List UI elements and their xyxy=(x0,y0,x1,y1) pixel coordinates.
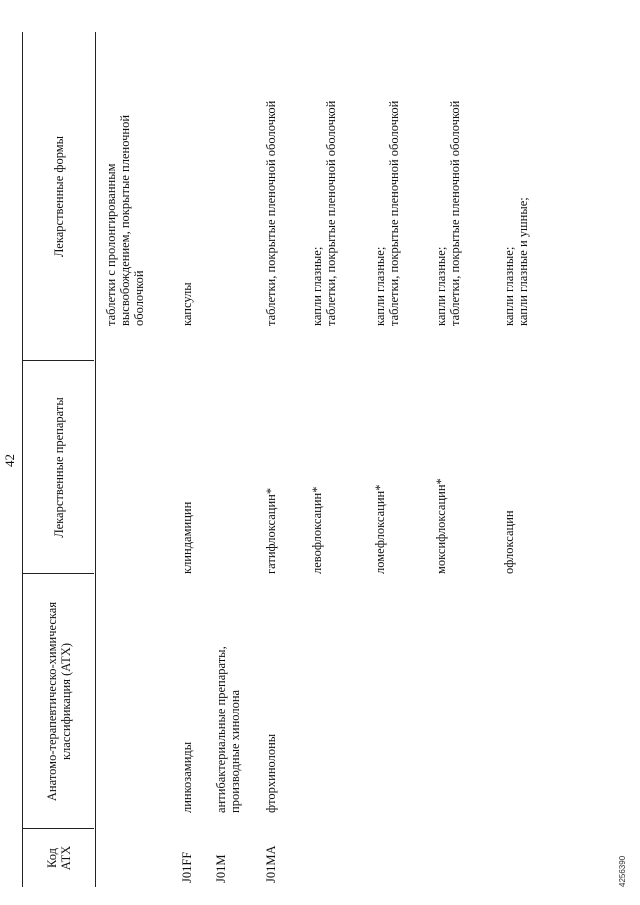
table-cell-classification: линкозамиды xyxy=(180,741,194,813)
footer-code: 4256390 xyxy=(618,855,627,887)
table-cell-code: J01MA xyxy=(264,845,278,883)
page-number: 42 xyxy=(2,454,17,467)
table-cell-forms: капсулы xyxy=(180,282,194,326)
header-classification: Анатомо-терапевтическо-химическая классификация (АТХ) xyxy=(45,601,73,802)
table-cell-forms: капли глазные; таблетки, покрытые пленочной оболочкой xyxy=(434,100,462,326)
column-divider xyxy=(22,828,94,829)
table-cell-preparation: левофлоксацин* xyxy=(310,486,324,574)
table-cell-code: J01FF xyxy=(180,851,194,883)
column-divider xyxy=(22,360,94,361)
table-cell-preparation: гатифлоксацин* xyxy=(264,487,278,574)
table-cell-forms: капли глазные; таблетки, покрытые пленочной оболочкой xyxy=(373,100,401,326)
table-cell-preparation: офлоксацин xyxy=(502,510,516,574)
header-forms: Лекарственные формы xyxy=(52,135,66,258)
table-cell-code: J01M xyxy=(214,854,228,883)
column-divider xyxy=(22,573,94,574)
table-cell-forms: капли глазные; таблетки, покрытые пленочной оболочкой xyxy=(310,100,338,326)
table-cell-forms: таблетки, покрытые пленочной оболочкой xyxy=(264,100,278,326)
table-cell-forms: капли глазные; капли глазные и ушные; xyxy=(502,197,530,326)
table-cell-preparation: моксифлоксацин* xyxy=(434,478,448,574)
header-preparations: Лекарственные препараты xyxy=(52,397,66,538)
header-code: Код АТХ xyxy=(45,845,73,871)
table-cell-preparation: ломефлоксацин* xyxy=(373,484,387,574)
table-header xyxy=(22,32,96,887)
table-cell-preparation: клиндамицин xyxy=(180,501,194,574)
table-cell-classification: антибактериальные препараты, производные хинолона xyxy=(214,646,242,813)
table-cell-classification: фторхинолоны xyxy=(264,733,278,813)
table-cell-forms: таблетки с пролонгированным высвобождением, покрытые пленочной оболочкой xyxy=(104,114,146,326)
